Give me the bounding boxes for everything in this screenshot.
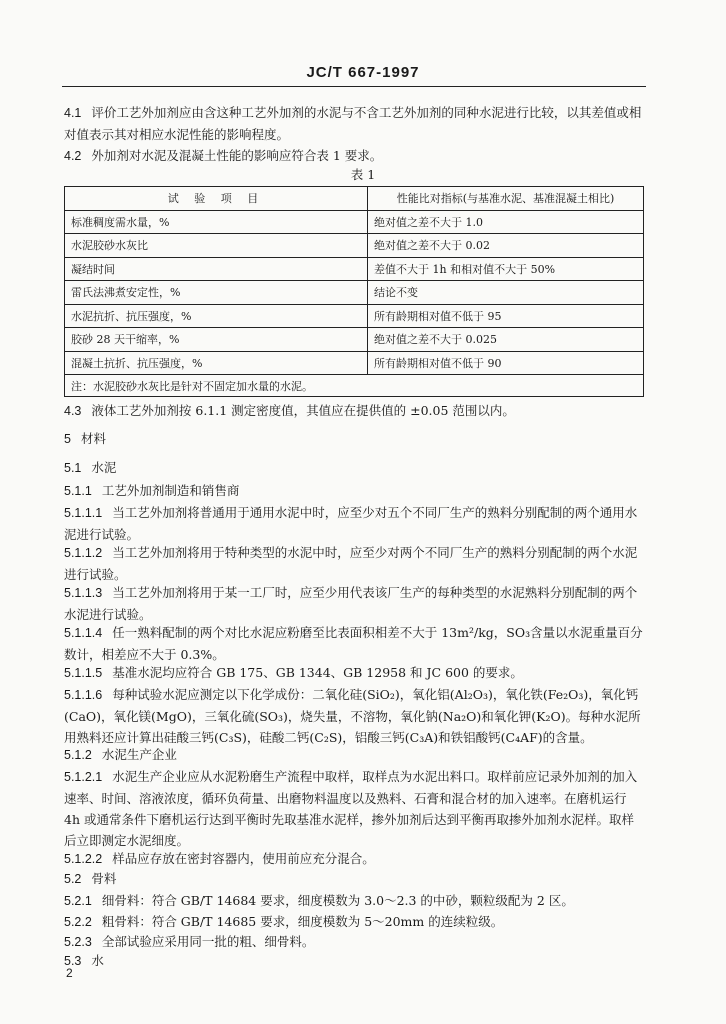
section-text: 细骨料：符合 GB/T 14684 要求，细度模数为 3.0～2.3 的中砂，颗粒级配为 2 区。 [101, 893, 574, 908]
table-cell-criterion: 绝对值之差不大于 0.025 [368, 328, 644, 352]
section-number: 5.2.3 [64, 935, 92, 949]
page-number: 2 [66, 966, 73, 980]
section-5-2 [64, 868, 644, 890]
section-text: 水泥 [91, 460, 117, 475]
section-5-2-1 [64, 890, 644, 912]
table-header-criterion: 性能比对指标(与基准水泥、基准混凝土相比) [368, 187, 644, 211]
section-number: 5.1.1.5 [64, 666, 103, 680]
section-4-3 [64, 400, 644, 422]
section-number: 5.1.2.1 [64, 770, 103, 784]
section-4-1 [64, 102, 644, 145]
section-text: 水 [91, 953, 104, 968]
table-row [65, 281, 644, 305]
section-5 [64, 428, 644, 450]
section-5-1-1-2 [64, 542, 644, 585]
section-number: 5.1.1.4 [64, 626, 103, 640]
section-text: 水泥生产企业应从水泥粉磨生产流程中取样，取样点为水泥出料口。取样前应记录外加剂的加入速率、时间、溶液浓度，循环负荷量、出磨物料温度以及熟料、石膏和混合材的加入速率。在磨机运行 4h 或通常条件下磨机运行达到平衡时先取基准水泥样，掺外加剂后达到平衡再取掺外加剂水泥样。取样后立即测定水泥细度。 [64, 769, 638, 848]
section-number: 5.1 [64, 461, 82, 475]
section-number: 4.3 [64, 404, 82, 418]
section-5-1 [64, 457, 644, 479]
section-number: 5.3 [64, 954, 82, 968]
section-4-2 [64, 145, 644, 167]
table-row [65, 351, 644, 375]
section-number: 4.2 [64, 149, 82, 163]
section-5-1-2-2 [64, 848, 644, 870]
table-row [65, 257, 644, 281]
section-text: 每种试验水泥应测定以下化学成份：二氧化硅(SiO₂)，氧化铝(Al₂O₃)，氧化铁(Fe₂O₃)，氧化钙(CaO)，氧化镁(MgO)，三氧化硫(SO₃)，烧失量，不溶物，氧化钠(Na₂O)和氧化钾(K₂O)。每种水泥所用熟料还应计算出硅酸三钙(C₃S)，硅酸二钙(C₂S)，铝酸三钙(C₃A)和铁铝酸钙(C₄AF)的含量。 [64, 687, 641, 745]
section-5-3 [64, 950, 644, 972]
section-5-1-1-1 [64, 502, 644, 545]
table-cell-criterion: 所有龄期相对值不低于 95 [368, 304, 644, 328]
section-text: 材料 [80, 431, 106, 446]
table-cell-item: 标准稠度需水量，% [65, 210, 368, 234]
table-header-item: 试 验 项 目 [65, 187, 368, 211]
section-text: 液体工艺外加剂按 6.1.1 测定密度值，其值应在提供值的 ±0.05 范围以内。 [91, 403, 515, 418]
section-text: 基准水泥均应符合 GB 175、GB 1344、GB 12958 和 JC 600 的要求。 [112, 665, 523, 680]
section-5-1-1 [64, 480, 644, 502]
section-text: 全部试验应采用同一批的粗、细骨料。 [101, 934, 315, 949]
section-5-2-2 [64, 911, 644, 933]
section-text: 样品应存放在密封容器内，使用前应充分混合。 [112, 851, 375, 866]
section-number: 4.1 [64, 106, 82, 120]
table-header-row [65, 187, 644, 211]
section-text: 任一熟料配制的两个对比水泥应粉磨至比表面积相差不大于 13m²/kg，SO₃含量以水泥重量百分数计，相差应不大于 0.3%。 [64, 625, 643, 662]
section-number: 5.1.1.6 [64, 688, 103, 702]
table-caption: 表 1 [350, 167, 376, 182]
section-5-1-2 [64, 744, 644, 766]
section-text: 水泥生产企业 [101, 747, 177, 762]
section-text: 粗骨料：符合 GB/T 14685 要求，细度模数为 5～20mm 的连续粒级。 [101, 914, 504, 929]
section-5-1-1-6 [64, 684, 644, 748]
section-number: 5.1.1.3 [64, 586, 103, 600]
table-cell-item: 雷氏法沸煮安定性，% [65, 281, 368, 305]
section-number: 5.1.1 [64, 484, 92, 498]
section-5-1-2-1 [64, 766, 644, 851]
section-text: 当工艺外加剂将普通用于通用水泥中时，应至少对五个不同厂生产的熟料分别配制的两个通用水泥进行试验。 [64, 505, 638, 542]
section-text: 骨料 [91, 871, 117, 886]
table-cell-item: 水泥抗折、抗压强度，% [65, 304, 368, 328]
table-cell-item: 混凝土抗折、抗压强度，% [65, 351, 368, 375]
section-number: 5.1.2.2 [64, 852, 103, 866]
section-text: 当工艺外加剂将用于某一工厂时，应至少用代表该厂生产的每种类型的水泥熟料分别配制的两个水泥进行试验。 [64, 585, 638, 622]
spec-table [64, 186, 644, 397]
table-cell-criterion: 所有龄期相对值不低于 90 [368, 351, 644, 375]
section-number: 5 [64, 432, 71, 446]
section-text: 当工艺外加剂将用于特种类型的水泥中时，应至少对两个不同厂生产的熟料分别配制的两个水泥进行试验。 [64, 545, 638, 582]
section-number: 5.1.1.2 [64, 546, 103, 560]
section-text: 评价工艺外加剂应由含这种工艺外加剂的水泥与不含工艺外加剂的同种水泥进行比较，以其差值或相对值表示其对相应水泥性能的影响程度。 [64, 105, 642, 142]
table-cell-item: 水泥胶砂水灰比 [65, 234, 368, 258]
section-number: 5.2.2 [64, 915, 92, 929]
header-rule [62, 86, 646, 87]
section-5-1-1-5 [64, 662, 644, 684]
table-note: 注：水泥胶砂水灰比是针对不固定加水量的水泥。 [65, 375, 644, 397]
table-row [65, 328, 644, 352]
section-5-1-1-3 [64, 582, 644, 625]
table-note-row [65, 375, 644, 397]
section-number: 5.2.1 [64, 894, 92, 908]
table-cell-item: 胶砂 28 天干缩率，% [65, 328, 368, 352]
table-cell-criterion: 结论不变 [368, 281, 644, 305]
table-cell-item: 凝结时间 [65, 257, 368, 281]
section-text: 工艺外加剂制造和销售商 [101, 483, 240, 498]
table-cell-criterion: 绝对值之差不大于 1.0 [368, 210, 644, 234]
table-row [65, 210, 644, 234]
page-header: JC/T 667-1997 [306, 64, 420, 81]
section-text: 外加剂对水泥及混凝土性能的影响应符合表 1 要求。 [91, 148, 383, 163]
section-number: 5.1.2 [64, 748, 92, 762]
section-number: 5.2 [64, 872, 82, 886]
table-cell-criterion: 差值不大于 1h 和相对值不大于 50% [368, 257, 644, 281]
section-5-1-1-4 [64, 622, 644, 665]
table-row [65, 304, 644, 328]
table-row [65, 234, 644, 258]
section-number: 5.1.1.1 [64, 506, 103, 520]
table-cell-criterion: 绝对值之差不大于 0.02 [368, 234, 644, 258]
